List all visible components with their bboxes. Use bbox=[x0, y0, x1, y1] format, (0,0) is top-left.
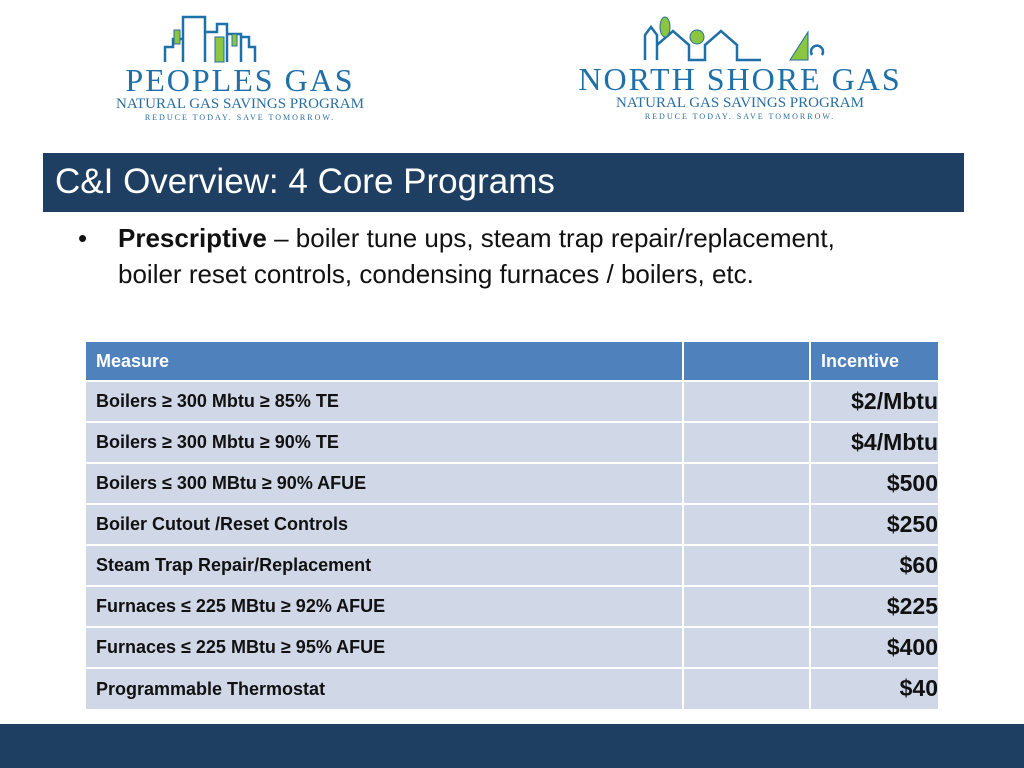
blank-cell bbox=[683, 668, 810, 709]
peoples-gas-logo bbox=[90, 12, 390, 122]
bullet-icon: • bbox=[78, 223, 88, 253]
measure-cell: Furnaces ≤ 225 MBtu ≥ 95% AFUE bbox=[86, 627, 683, 668]
measure-cell: Furnaces ≤ 225 MBtu ≥ 92% AFUE bbox=[86, 586, 683, 627]
blank-cell bbox=[683, 381, 810, 422]
blank-cell bbox=[683, 627, 810, 668]
table-row bbox=[86, 545, 938, 586]
bullet-bold: Prescriptive bbox=[118, 223, 267, 253]
incentive-cell: $2/Mbtu bbox=[810, 381, 938, 422]
table-row bbox=[86, 422, 938, 463]
slide-title: C&I Overview: 4 Core Programs bbox=[43, 153, 964, 212]
footer-bar bbox=[0, 724, 1024, 768]
incentive-cell: $4/Mbtu bbox=[810, 422, 938, 463]
tagline: REDUCE TODAY. SAVE TOMORROW. bbox=[644, 111, 836, 121]
measure-cell: Programmable Thermostat bbox=[86, 668, 683, 709]
measure-cell: Boilers ≤ 300 MBtu ≥ 90% AFUE bbox=[86, 463, 683, 504]
header-blank bbox=[683, 342, 810, 381]
blank-cell bbox=[683, 504, 810, 545]
table-row bbox=[86, 463, 938, 504]
incentive-table bbox=[86, 342, 938, 709]
measure-cell: Boilers ≥ 300 Mbtu ≥ 85% TE bbox=[86, 381, 683, 422]
program-name: NATURAL GAS SAVINGS PROGRAM bbox=[616, 95, 864, 111]
measure-cell: Steam Trap Repair/Replacement bbox=[86, 545, 683, 586]
incentive-cell: $500 bbox=[810, 463, 938, 504]
blank-cell bbox=[683, 545, 810, 586]
table-row bbox=[86, 668, 938, 709]
north-shore-gas-logo bbox=[565, 15, 915, 121]
incentive-cell: $400 bbox=[810, 627, 938, 668]
blank-cell bbox=[683, 422, 810, 463]
measure-cell: Boilers ≥ 300 Mbtu ≥ 90% TE bbox=[86, 422, 683, 463]
brand-name: PEOPLES GAS bbox=[125, 62, 355, 98]
bullet-point bbox=[78, 220, 898, 292]
bullet-text: – boiler tune ups, steam trap repair/replacement, boiler reset controls, condensing furnaces / boilers, etc. bbox=[118, 223, 835, 289]
blank-cell bbox=[683, 463, 810, 504]
header-incentive: Incentive bbox=[810, 342, 938, 381]
tagline: REDUCE TODAY. SAVE TOMORROW. bbox=[144, 112, 336, 122]
blank-cell bbox=[683, 586, 810, 627]
brand-name: NORTH SHORE GAS bbox=[578, 61, 902, 97]
incentive-cell: $60 bbox=[810, 545, 938, 586]
table-row bbox=[86, 586, 938, 627]
header-measure: Measure bbox=[86, 342, 683, 381]
program-name: NATURAL GAS SAVINGS PROGRAM bbox=[116, 96, 364, 112]
table-row bbox=[86, 381, 938, 422]
incentive-cell: $225 bbox=[810, 586, 938, 627]
incentive-cell: $250 bbox=[810, 504, 938, 545]
table-row bbox=[86, 627, 938, 668]
measure-cell: Boiler Cutout /Reset Controls bbox=[86, 504, 683, 545]
incentive-cell: $40 bbox=[810, 668, 938, 709]
table-row bbox=[86, 504, 938, 545]
houses-skyline-icon bbox=[640, 15, 840, 63]
city-skyline-icon bbox=[160, 12, 320, 64]
